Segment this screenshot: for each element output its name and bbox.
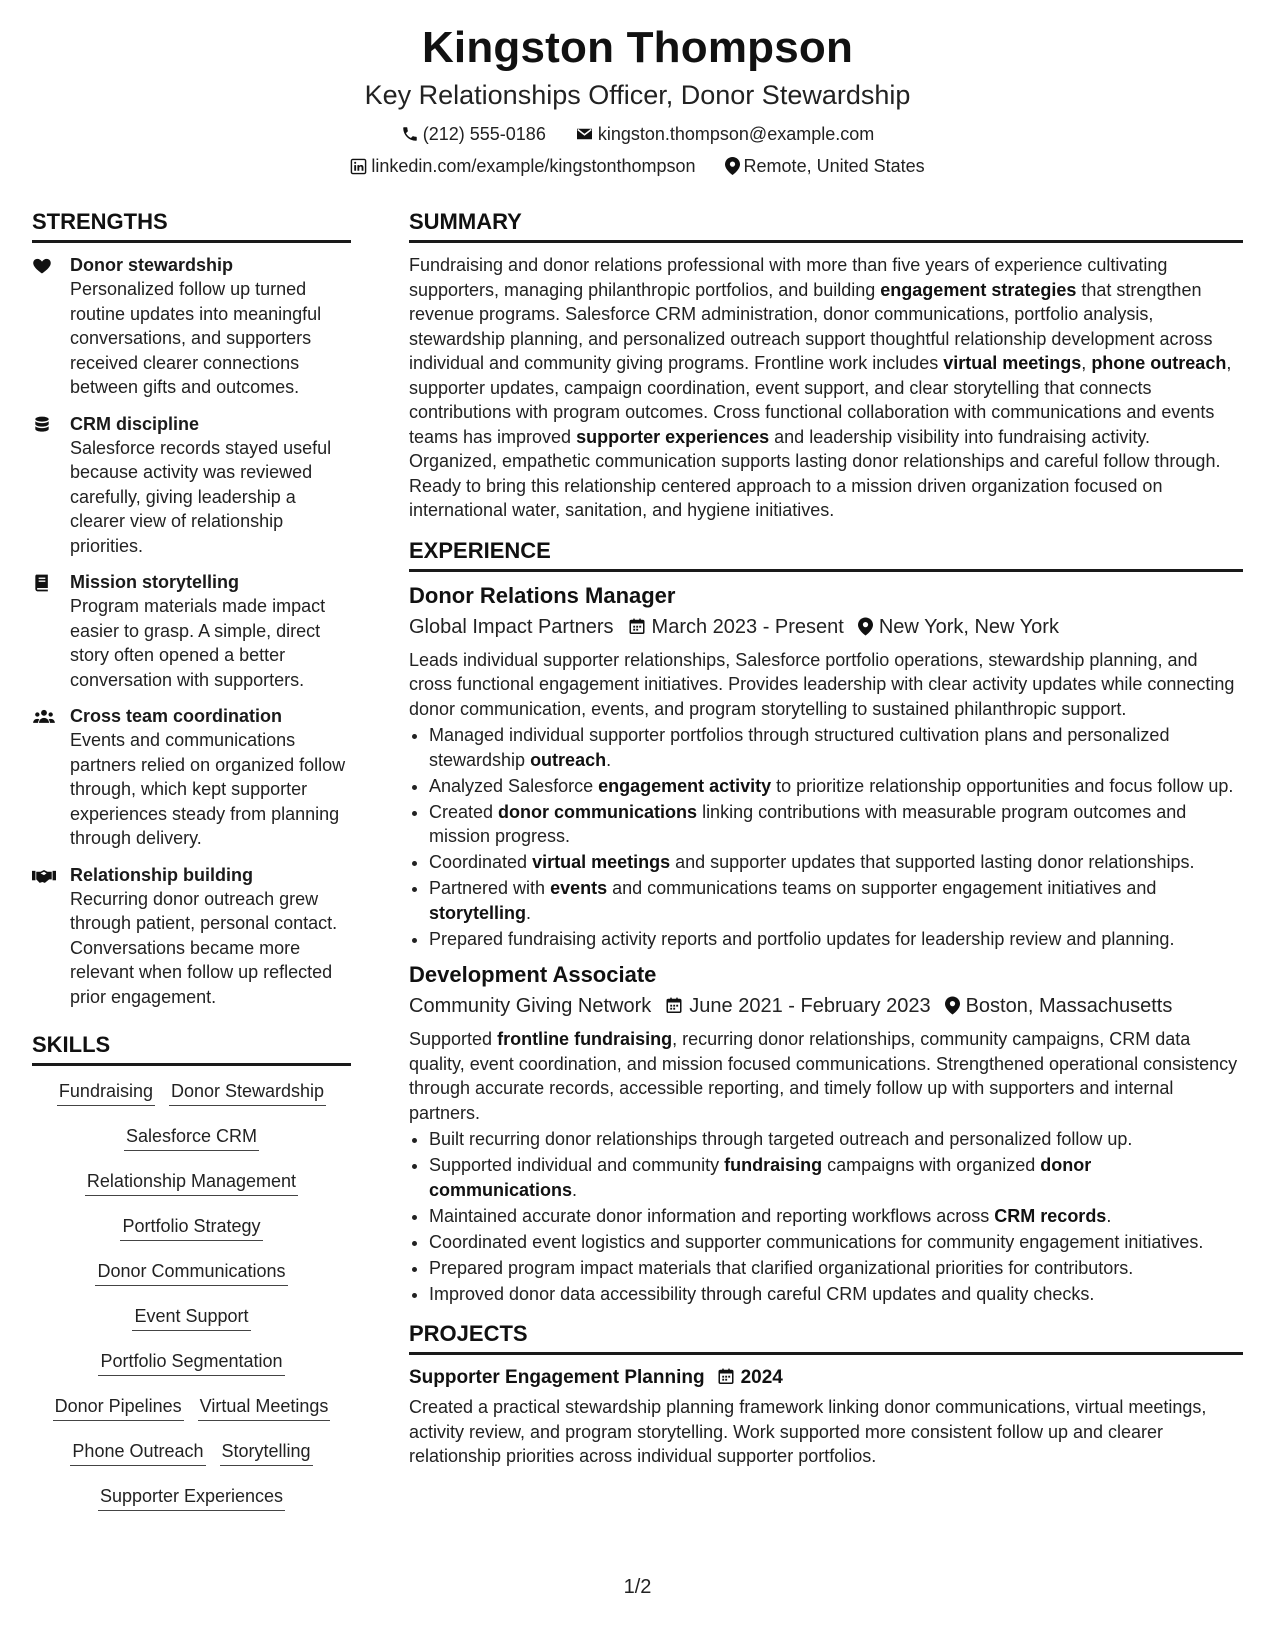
job-bullets <box>409 723 1243 951</box>
strength-desc: Salesforce records stayed useful because activity was reviewed carefully, giving leadership a clearer view of relationship priorities. <box>70 437 332 556</box>
job-meta <box>409 991 1243 1021</box>
project-title-row <box>409 1365 1243 1391</box>
location-text: Remote, United States <box>743 156 925 176</box>
emphasis-text: outreach <box>530 749 607 770</box>
bullet-item: • Coordinated virtual meetings and supporter updates that supported lasting donor relationships. <box>429 850 1243 875</box>
skill-tag: Donor Stewardship <box>169 1080 326 1106</box>
job-location: Boston, Massachusetts <box>965 995 1173 1017</box>
users-icon <box>32 707 56 727</box>
linkedin-contact[interactable] <box>350 150 695 182</box>
strength-item <box>32 253 351 400</box>
emphasis-text: storytelling <box>429 902 527 923</box>
emphasis-text: virtual meetings <box>943 353 1082 373</box>
strength-item <box>32 863 351 1010</box>
summary-text: Fundraising and donor relations professional with more than five years of experience cultivating supporters, managing philanthropic portfolios, and building engagement strategies that strengthen revenue programs. Salesforce CRM administration, donor communications, portfolio analysis, stewardship planning, and personalized outreach support thoughtful relationship development across individual and community giving programs. Frontline work includes virtual meetings, phone outreach, supporter updates, campaign coordination, event support, and clear storytelling that connects contributions with program outcomes. Cross functional collaboration with communications and events teams has improved supporter experiences and leadership visibility into fundraising activity. Organized, empathetic communication supports lasting donor relationships and careful follow through. Ready to bring this relationship centered approach to a mission driven organization focused on international water, sanitation, and hygiene initiatives. <box>409 255 1232 520</box>
emphasis-text: supporter experiences <box>576 426 770 447</box>
emphasis-text: engagement activity <box>598 775 772 796</box>
experience-heading: EXPERIENCE <box>409 537 1243 572</box>
job-bullets <box>409 1127 1243 1306</box>
job-title: Development Associate <box>409 962 657 987</box>
map-pin-icon <box>945 996 960 1015</box>
skill-row <box>32 1215 351 1241</box>
linkedin-icon <box>350 158 367 175</box>
skill-row <box>32 1080 351 1106</box>
job-meta <box>409 612 1243 642</box>
contact-row-2 <box>0 150 1275 182</box>
bullet-item: • Prepared program impact materials that clarified organizational priorities for contributors. <box>429 1256 1243 1281</box>
skill-tag: Phone Outreach <box>70 1440 205 1466</box>
skill-row <box>32 1395 351 1421</box>
project-description: Created a practical stewardship planning framework linking donor communications, virtual meetings, activity review, and program storytelling. Work supported more consistent follow up and clearer relationship priorities across individual supporter portfolios. <box>409 1397 1207 1466</box>
emphasis-text: events <box>550 878 608 898</box>
phone-icon <box>401 125 419 143</box>
bullet-item: • Created donor communications linking contributions with measurable program outcomes and mission progress. <box>429 800 1243 849</box>
book-icon <box>32 573 52 593</box>
emphasis-text: donor communications <box>429 1155 1092 1200</box>
email-contact[interactable] <box>575 118 874 150</box>
emphasis-text: frontline fundraising <box>497 1029 673 1049</box>
job-title: Donor Relations Manager <box>409 582 676 608</box>
emphasis-text: fundraising <box>724 1155 823 1175</box>
skill-tag: Virtual Meetings <box>198 1395 331 1421</box>
left-column <box>32 208 351 1530</box>
skill-tag: Event Support <box>132 1305 250 1331</box>
strength-item <box>32 412 351 559</box>
job-description: Leads individual supporter relationships, Salesforce portfolio operations, stewardship planning, and cross functional engagement initiatives. Provides leadership with clear activity updates while connecting donor communication, events, and program storytelling to sustained philanthropic support. <box>409 649 1235 719</box>
phone-contact[interactable] <box>401 118 546 150</box>
strength-item <box>32 570 351 692</box>
skills-list <box>32 1080 351 1511</box>
project-title: Supporter Engagement Planning <box>409 1367 705 1388</box>
envelope-icon <box>575 125 594 143</box>
skill-row <box>32 1260 351 1286</box>
strength-title: CRM discipline <box>70 413 200 434</box>
skill-tag: Supporter Experiences <box>98 1485 285 1511</box>
skill-row <box>32 1170 351 1196</box>
job-dates: June 2021 - February 2023 <box>689 995 931 1017</box>
strength-title: Mission storytelling <box>70 572 240 592</box>
bullet-item: • Maintained accurate donor information and reporting workflows across CRM records. <box>429 1204 1243 1229</box>
heart-icon <box>32 256 52 276</box>
right-column <box>409 208 1243 1469</box>
skill-tag: Donor Communications <box>95 1260 287 1286</box>
page-number: 1/2 <box>623 1576 652 1598</box>
strength-desc: Events and communications partners relied on organized follow through, which kept supporter experiences steady from planning through delivery. <box>70 730 346 848</box>
skill-row <box>32 1305 351 1331</box>
bullet-item: • Analyzed Salesforce engagement activity to prioritize relationship opportunities and focus follow up. <box>429 774 1243 799</box>
job-dates: March 2023 - Present <box>651 615 844 638</box>
strength-item <box>32 704 351 851</box>
emphasis-text: engagement strategies <box>880 279 1077 300</box>
emphasis-text: CRM records <box>994 1205 1107 1226</box>
bullet-item: • Prepared fundraising activity reports and portfolio updates for leadership review and planning. <box>429 927 1243 952</box>
skill-row <box>32 1125 351 1151</box>
map-pin-icon <box>858 617 873 636</box>
email-text: kingston.thompson@example.com <box>597 124 875 144</box>
bullet-item: • Coordinated event logistics and supporter communications for community engagement initiatives. <box>429 1230 1243 1255</box>
strength-desc: Personalized follow up turned routine updates into meaningful conversations, and supporters received clearer connections between gifts and outcomes. <box>70 279 322 397</box>
database-icon <box>32 415 52 435</box>
bullet-item: • Improved donor data accessibility through careful CRM updates and quality checks. <box>429 1282 1243 1307</box>
emphasis-text: donor communications <box>498 801 698 822</box>
bullet-item: • Managed individual supporter portfolios through structured cultivation plans and personalized stewardship outreach. <box>429 723 1243 772</box>
skill-tag: Relationship Management <box>85 1170 298 1196</box>
strength-title: Cross team coordination <box>70 706 283 726</box>
resume-header <box>0 22 1275 182</box>
skill-tag: Fundraising <box>57 1080 155 1106</box>
job-company: Community Giving Network <box>409 995 652 1017</box>
bullet-item: • Built recurring donor relationships through targeted outreach and personalized follow up. <box>429 1127 1243 1152</box>
summary-heading: SUMMARY <box>409 208 1243 243</box>
strength-title: Relationship building <box>70 864 253 885</box>
emphasis-text: phone outreach <box>1091 353 1227 373</box>
job-entry <box>409 961 1243 1306</box>
candidate-title: Key Relationships Officer, Donor Stewardship <box>364 80 911 110</box>
location-contact <box>725 150 925 182</box>
job-company: Global Impact Partners <box>409 615 614 638</box>
bullet-item: • Partnered with events and communications teams on supporter engagement initiatives and storytelling. <box>429 876 1243 925</box>
strength-desc: Recurring donor outreach grew through patient, personal contact. Conversations became more relevant when follow up reflected prior engagement. <box>70 888 338 1007</box>
calendar-icon <box>717 1367 735 1386</box>
skill-tag: Donor Pipelines <box>53 1395 184 1421</box>
bullet-item: • Supported individual and community fundraising campaigns with organized donor communications. <box>429 1153 1243 1202</box>
map-pin-icon <box>725 157 740 175</box>
emphasis-text: virtual meetings <box>532 852 671 872</box>
skill-tag: Portfolio Segmentation <box>98 1350 284 1376</box>
skill-tag: Portfolio Strategy <box>120 1215 262 1241</box>
skill-row <box>32 1440 351 1466</box>
project-year: 2024 <box>740 1367 783 1388</box>
skill-row <box>32 1485 351 1511</box>
project-entry <box>409 1365 1243 1469</box>
calendar-icon <box>628 617 646 636</box>
contact-row-1 <box>0 118 1275 150</box>
job-description: Supported frontline fundraising, recurring donor relationships, community campaigns, CRM data quality, event coordination, and mission focused communications. Strengthened operational consistency through accurate records, accessible reporting, and timely follow up with supporters and internal partners. <box>409 1029 1238 1123</box>
strength-desc: Program materials made impact easier to grasp. A simple, direct story often opened a better conversation with supporters. <box>70 596 326 690</box>
skill-row <box>32 1350 351 1376</box>
strength-title: Donor stewardship <box>70 255 234 275</box>
calendar-icon <box>665 996 683 1015</box>
job-entry <box>409 582 1243 952</box>
skill-tag: Storytelling <box>220 1440 313 1466</box>
job-location: New York, New York <box>878 615 1059 638</box>
strengths-heading: STRENGTHS <box>32 208 351 243</box>
phone-text: (212) 555-0186 <box>422 124 546 144</box>
skills-heading: SKILLS <box>32 1031 351 1066</box>
linkedin-text: linkedin.com/example/kingstonthompson <box>371 156 696 176</box>
skill-tag: Salesforce CRM <box>124 1125 259 1151</box>
projects-heading: PROJECTS <box>409 1320 1243 1355</box>
handshake-icon <box>32 866 56 886</box>
candidate-name: Kingston Thompson <box>421 23 854 72</box>
